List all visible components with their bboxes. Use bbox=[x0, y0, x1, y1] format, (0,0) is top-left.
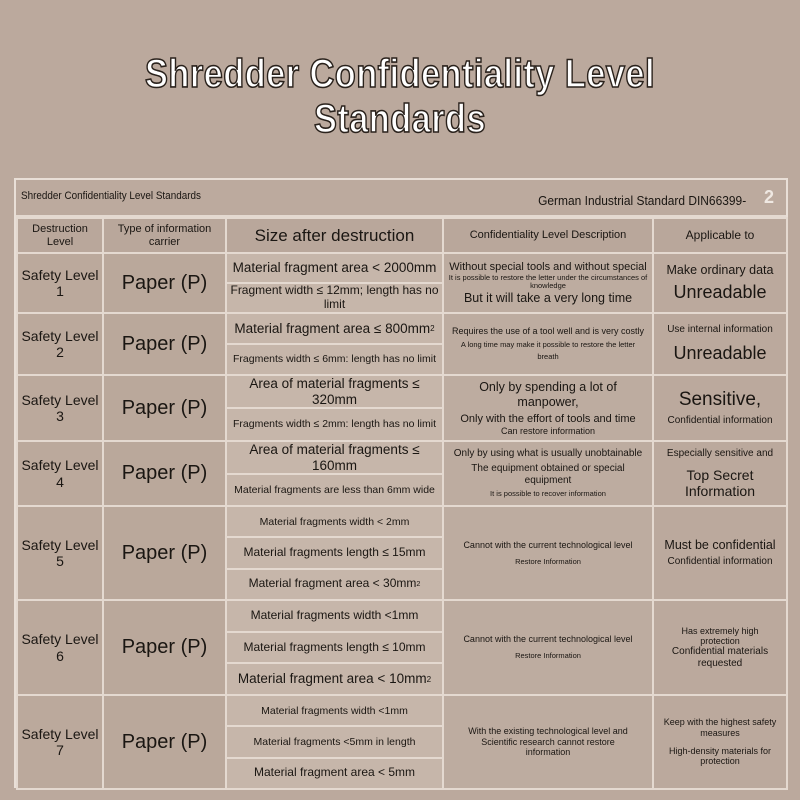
applicable-line: Keep with the highest safety measures bbox=[663, 717, 777, 738]
description-line: It is possible to recover information bbox=[490, 489, 606, 499]
size-text: Material fragment area < 30mm bbox=[248, 576, 417, 591]
level-cell: Safety Level 1 bbox=[17, 253, 103, 313]
description-cell bbox=[443, 375, 653, 441]
size-line: Area of material fragments ≤ 320mm bbox=[227, 376, 442, 409]
superscript: 2 bbox=[426, 674, 432, 684]
size-line: Area of material fragments ≤ 160mm bbox=[227, 442, 442, 475]
description-line: Only by using what is usually unobtainable bbox=[453, 447, 643, 459]
table-row bbox=[17, 313, 787, 375]
applicable-line: Confidential materials requested bbox=[671, 646, 769, 669]
header-applicable-to: Applicable to bbox=[653, 218, 787, 253]
applicable-line: Top Secret Information bbox=[684, 467, 756, 500]
description-cell bbox=[443, 313, 653, 375]
carrier-cell: Paper (P) bbox=[103, 313, 226, 375]
applicable-cell bbox=[653, 253, 787, 313]
applicable-line: Must be confidential bbox=[664, 538, 776, 553]
size-line bbox=[227, 664, 442, 694]
size-line: Material fragments length ≤ 15mm bbox=[227, 538, 442, 569]
description-cell bbox=[443, 253, 653, 313]
carrier-cell: Paper (P) bbox=[103, 506, 226, 600]
description-line: knowledge bbox=[530, 281, 566, 291]
applicable-line: protection bbox=[700, 636, 740, 646]
size-line: Material fragments width <1mm bbox=[227, 696, 442, 727]
caption-row bbox=[16, 180, 786, 217]
description-line: Requires the use of a tool well and is very costly bbox=[451, 326, 645, 337]
size-line: Material fragments width <1mm bbox=[227, 601, 442, 633]
level-cell: Safety Level 2 bbox=[17, 313, 103, 375]
superscript: 2 bbox=[430, 323, 435, 333]
size-cell bbox=[226, 375, 443, 441]
applicable-cell bbox=[653, 441, 787, 506]
description-line: A long time may make it possible to restore the letter bbox=[460, 339, 636, 349]
table-row bbox=[17, 506, 787, 600]
description-line: information bbox=[525, 747, 571, 758]
standards-document bbox=[14, 178, 788, 788]
description-line: The equipment obtained or special equipment bbox=[471, 463, 625, 486]
description-line: With the existing technological level and bbox=[468, 726, 628, 737]
table-row bbox=[17, 253, 787, 313]
table-row bbox=[17, 375, 787, 441]
size-line bbox=[227, 570, 442, 599]
applicable-line: Unreadable bbox=[673, 281, 767, 302]
applicable-line: Unreadable bbox=[673, 343, 767, 364]
applicable-line: Sensitive, bbox=[678, 389, 762, 411]
description-line: Only by spending a lot of manpower, bbox=[479, 380, 617, 409]
confidentiality-table bbox=[16, 217, 788, 790]
size-line: Fragments width ≤ 2mm: length has no limit bbox=[227, 409, 442, 440]
size-cell bbox=[226, 695, 443, 789]
superscript: 2 bbox=[416, 579, 421, 589]
size-line: Material fragments width < 2mm bbox=[227, 507, 442, 538]
header-carrier-type: Type of information carrier bbox=[103, 218, 226, 253]
description-line: Scientific research cannot restore bbox=[481, 736, 615, 747]
table-row bbox=[17, 695, 787, 789]
description-line: Restore Information bbox=[515, 651, 581, 661]
page-title: Shredder Confidentiality Level Standards bbox=[145, 52, 655, 141]
size-line: Material fragments length ≤ 10mm bbox=[227, 633, 442, 665]
size-line bbox=[227, 314, 442, 345]
caption-standard-name: German Industrial Standard DIN66399- bbox=[537, 193, 746, 208]
size-cell bbox=[226, 253, 443, 313]
size-line: Fragments width ≤ 6mm: length has no limit bbox=[227, 345, 442, 374]
description-line: Without special tools and without special bbox=[449, 260, 647, 273]
carrier-cell: Paper (P) bbox=[103, 253, 226, 313]
level-cell: Safety Level 4 bbox=[17, 441, 103, 506]
description-cell bbox=[443, 695, 653, 789]
caption-part-number: 2 bbox=[763, 187, 774, 207]
level-cell: Safety Level 5 bbox=[17, 506, 103, 600]
header-destruction-level: Destruction Level bbox=[17, 218, 103, 253]
applicable-line: Especially sensitive and bbox=[666, 447, 774, 459]
description-line: breath bbox=[537, 352, 559, 362]
description-line: Can restore information bbox=[500, 425, 596, 436]
description-line: Cannot with the current technological level bbox=[463, 539, 633, 550]
carrier-cell: Paper (P) bbox=[103, 441, 226, 506]
size-line: Material fragment area < 5mm bbox=[227, 759, 442, 788]
carrier-cell: Paper (P) bbox=[103, 375, 226, 441]
table-row bbox=[17, 600, 787, 695]
size-line: Material fragments are less than 6mm wide bbox=[227, 475, 442, 505]
description-line: Only with the effort of tools and time bbox=[460, 412, 636, 425]
table-header-row bbox=[17, 218, 787, 253]
caption-left: Shredder Confidentiality Level Standards bbox=[21, 190, 201, 202]
size-line: Fragment width ≤ 12mm; length has no limit bbox=[227, 284, 442, 312]
size-line: Material fragments <5mm in length bbox=[227, 727, 442, 758]
applicable-cell bbox=[653, 695, 787, 789]
description-line: But it will take a very long time bbox=[463, 290, 633, 305]
level-cell: Safety Level 6 bbox=[17, 600, 103, 695]
description-cell bbox=[443, 506, 653, 600]
description-line: It is possible to restore the letter under the circumstances of bbox=[448, 272, 648, 282]
size-cell bbox=[226, 600, 443, 695]
applicable-cell bbox=[653, 506, 787, 600]
size-cell bbox=[226, 506, 443, 600]
applicable-line: High-density materials for protection bbox=[668, 746, 772, 767]
applicable-line: Make ordinary data bbox=[666, 263, 774, 278]
applicable-cell bbox=[653, 375, 787, 441]
header-size-after-destruction: Size after destruction bbox=[226, 218, 443, 253]
level-cell: Safety Level 3 bbox=[17, 375, 103, 441]
carrier-cell: Paper (P) bbox=[103, 695, 226, 789]
applicable-line: Use internal information bbox=[667, 323, 773, 335]
table-row bbox=[17, 441, 787, 506]
carrier-cell: Paper (P) bbox=[103, 600, 226, 695]
size-text: Material fragment area ≤ 800mm bbox=[234, 320, 431, 336]
header-description: Confidentiality Level Description bbox=[443, 218, 653, 253]
description-line: Restore Information bbox=[515, 556, 581, 566]
applicable-line: Confidential information bbox=[667, 556, 773, 568]
size-cell bbox=[226, 313, 443, 375]
applicable-cell bbox=[653, 313, 787, 375]
description-cell bbox=[443, 600, 653, 695]
description-cell bbox=[443, 441, 653, 506]
level-cell: Safety Level 7 bbox=[17, 695, 103, 789]
applicable-line: Confidential information bbox=[667, 415, 773, 427]
size-cell bbox=[226, 441, 443, 506]
applicable-cell bbox=[653, 600, 787, 695]
applicable-line: Has extremely high bbox=[681, 625, 759, 636]
size-text: Material fragment area < 10mm bbox=[237, 671, 427, 687]
description-line: Cannot with the current technological level bbox=[463, 634, 633, 645]
size-line: Material fragment area < 2000mm bbox=[227, 254, 442, 284]
